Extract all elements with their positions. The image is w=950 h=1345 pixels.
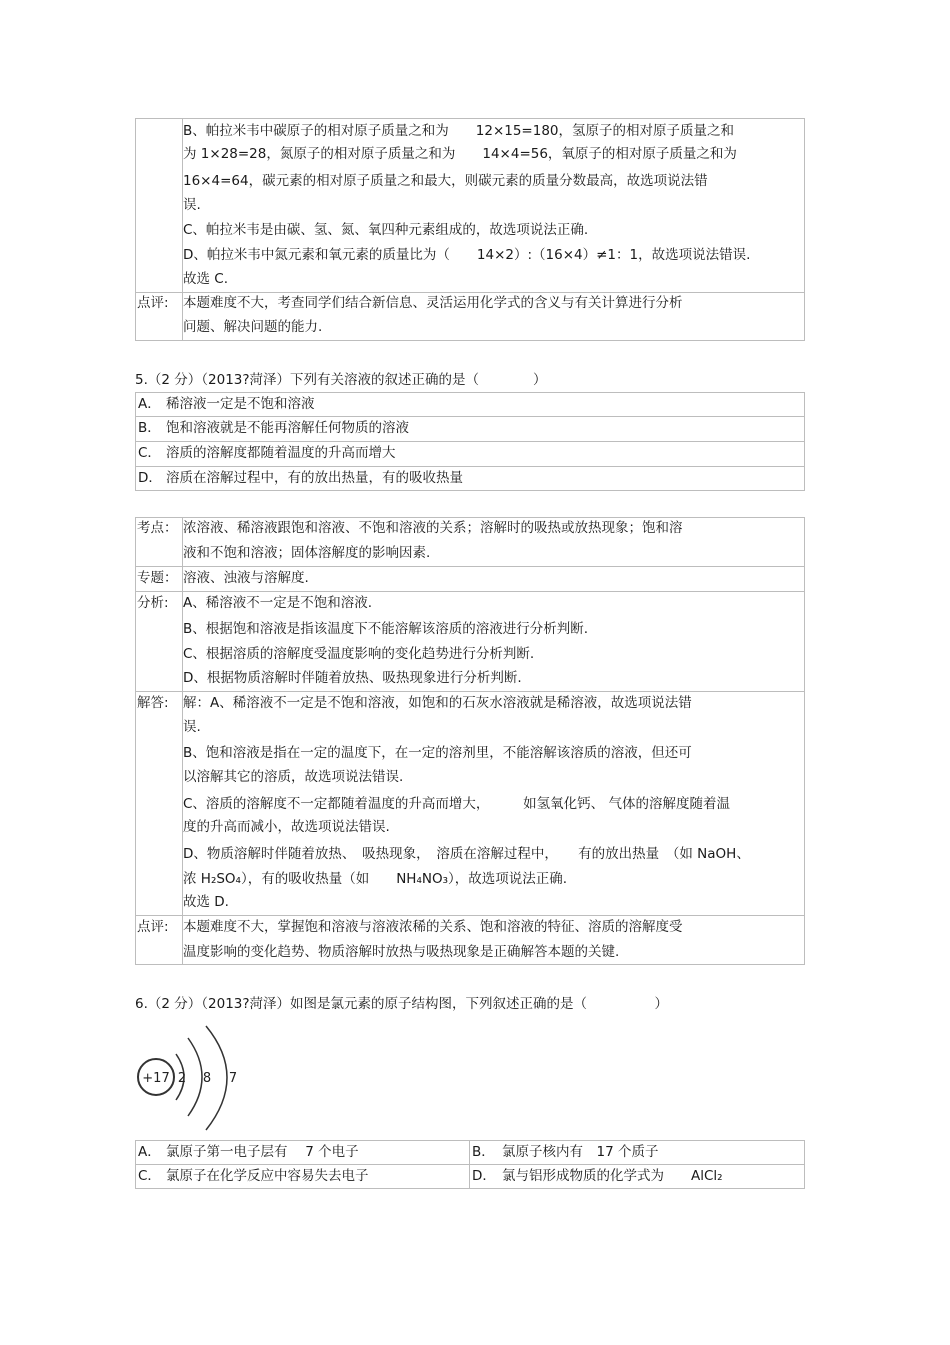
jieda-line: D、物质溶解时伴随着放热、 吸热现象， 溶质在溶解过程中， 有的放出热量 （如 NaOH、 — [183, 846, 750, 862]
zhuanti-text: 溶液、浊液与溶解度. — [183, 570, 309, 586]
q6-option-text: 氯与铝形成物质的化学式为 AlCl₂ — [502, 1168, 723, 1184]
q6-option-letter: B． — [472, 1144, 495, 1160]
chlorine-atom-diagram — [130, 1020, 260, 1135]
jieda-line: 浓 H₂SO₄），有的吸收热量（如 NH₄NO₃），故选项说法正确. — [183, 871, 568, 887]
q4-line: C、帕拉米韦是由碳、氢、氮、氧四种元素组成的，故选项说法正确. — [183, 222, 589, 238]
fenxi-line: C、根据溶质的溶解度受温度影响的变化趋势进行分析判断. — [183, 646, 535, 662]
kaodian-label: 考点： — [137, 520, 178, 536]
q5-option-text: 稀溶液一定是不饱和溶液 — [166, 396, 315, 412]
q5-option-text: 溶质的溶解度都随着温度的升高而增大 — [166, 445, 396, 461]
shell-arc-2 — [188, 1038, 202, 1116]
shell-count-1: 2 — [177, 1071, 187, 1086]
q4-comment-line: 问题、解决问题的能力. — [183, 319, 323, 335]
dianping-label: 点评: — [137, 919, 169, 935]
q5-option-letter: A． — [138, 396, 161, 412]
q5-stem: 5.（2 分）（2013?菏泽）下列有关溶液的叙述正确的是（ ） — [135, 372, 547, 388]
q4-line: 故选 C. — [183, 271, 229, 287]
q5-option-letter: C． — [138, 445, 161, 461]
q4-line: D、帕拉米韦中氮元素和氧元素的质量比为（ 14×2）:（16×4）≠1：1，故选项说法错误. — [183, 247, 751, 263]
fenxi-line: D、根据物质溶解时伴随着放热、吸热现象进行分析判断. — [183, 670, 522, 686]
fenxi-line: A、稀溶液不一定是不饱和溶液. — [183, 595, 373, 611]
shell-count-3: 7 — [228, 1071, 238, 1086]
q6-option-text: 氯原子第一电子层有 7 个电子 — [166, 1144, 359, 1160]
kaodian-line: 液和不饱和溶液；固体溶解度的影响因素. — [183, 545, 431, 561]
fenxi-label: 分析: — [137, 595, 169, 611]
dianping-line: 本题难度不大，掌握饱和溶液与溶液浓稀的关系、饱和溶液的特征、溶质的溶解度受 — [183, 919, 683, 935]
q4-comment-label: 点评: — [137, 295, 169, 311]
q6-option-letter: C． — [138, 1168, 161, 1184]
q5-option-text: 溶质在溶解过程中，有的放出热量，有的吸收热量 — [166, 470, 463, 486]
jieda-line: 故选 D. — [183, 894, 229, 910]
jieda-line: C、溶质的溶解度不一定都随着温度的升高而增大， 如氢氧化钙、 气体的溶解度随着温 — [183, 796, 730, 812]
dianping-line: 温度影响的变化趋势、物质溶解时放热与吸热现象是正确解答本题的关键. — [183, 944, 620, 960]
q5-option-letter: D． — [138, 470, 162, 486]
q4-comment-line: 本题难度不大，考查同学们结合新信息、灵活运用化学式的含义与有关计算进行分析 — [183, 295, 683, 311]
q4-line: B、帕拉米韦中碳原子的相对原子质量之和为 12×15=180，氢原子的相对原子质量之和 — [183, 123, 735, 139]
jieda-label: 解答: — [137, 695, 169, 711]
nucleus-charge: +17 — [142, 1071, 170, 1086]
q6-option-text: 氯原子在化学反应中容易失去电子 — [166, 1168, 369, 1184]
fenxi-line: B、根据饱和溶液是指该温度下不能溶解该溶质的溶液进行分析判断. — [183, 621, 589, 637]
q6-option-letter: A． — [138, 1144, 161, 1160]
jieda-line: 以溶解其它的溶质，故选项说法错误. — [183, 769, 404, 785]
q4-line: 16×4=64，碳元素的相对原子质量之和最大，则碳元素的质量分数最高，故选项说法错 — [183, 173, 708, 189]
q4-line: 误. — [183, 197, 201, 213]
jieda-line: B、饱和溶液是指在一定的温度下，在一定的溶剂里，不能溶解该溶质的溶液，但还可 — [183, 745, 692, 761]
jieda-line: 度的升高而减小，故选项说法错误. — [183, 819, 390, 835]
q6-option-letter: D． — [472, 1168, 496, 1184]
q5-option-letter: B． — [138, 420, 161, 436]
q6-option-text: 氯原子核内有 17 个质子 — [502, 1144, 659, 1160]
kaodian-line: 浓溶液、稀溶液跟饱和溶液、不饱和溶液的关系；溶解时的吸热或放热现象；饱和溶 — [183, 520, 683, 536]
zhuanti-label: 专题： — [137, 570, 178, 586]
jieda-line: 误. — [183, 719, 201, 735]
q4-line: 为 1×28=28，氮原子的相对原子质量之和为 14×4=56，氧原子的相对原子质量之和为 — [183, 146, 737, 162]
q5-option-text: 饱和溶液就是不能再溶解任何物质的溶液 — [166, 420, 409, 436]
shell-count-2: 8 — [202, 1071, 212, 1086]
q6-stem: 6.（2 分）（2013?菏泽）如图是氯元素的原子结构图，下列叙述正确的是（ ） — [135, 996, 669, 1012]
jieda-line: 解：A、稀溶液不一定是不饱和溶液，如饱和的石灰水溶液就是稀溶液，故选项说法错 — [183, 695, 692, 711]
